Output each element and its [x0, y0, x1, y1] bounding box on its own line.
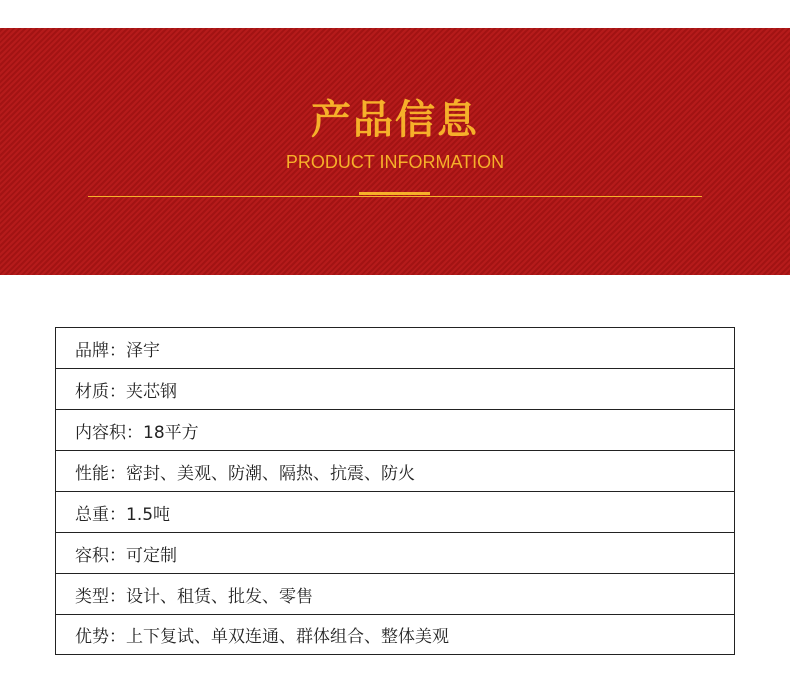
banner-divider	[88, 196, 702, 197]
info-row-material: 材质：夹芯钢	[56, 369, 734, 410]
info-row-type: 类型：设计、租赁、批发、零售	[56, 574, 734, 615]
info-row-inner-volume: 内容积：18平方	[56, 410, 734, 451]
info-row-capacity: 容积：可定制	[56, 533, 734, 574]
info-row-advantages: 优势：上下复试、单双连通、群体组合、整体美观	[75, 627, 449, 647]
product-info-table	[55, 327, 735, 655]
product-info-banner	[0, 28, 790, 275]
banner-subtitle: PRODUCT INFORMATION	[285, 152, 505, 172]
info-row-brand: 品牌：泽宇	[56, 328, 734, 369]
info-row-performance: 性能：密封、美观、防潮、隔热、抗震、防火	[56, 451, 734, 492]
info-row-total-weight: 总重：1.5吨	[56, 492, 734, 533]
banner-accent-bar	[359, 192, 430, 195]
banner-title: 产品信息	[311, 97, 479, 143]
